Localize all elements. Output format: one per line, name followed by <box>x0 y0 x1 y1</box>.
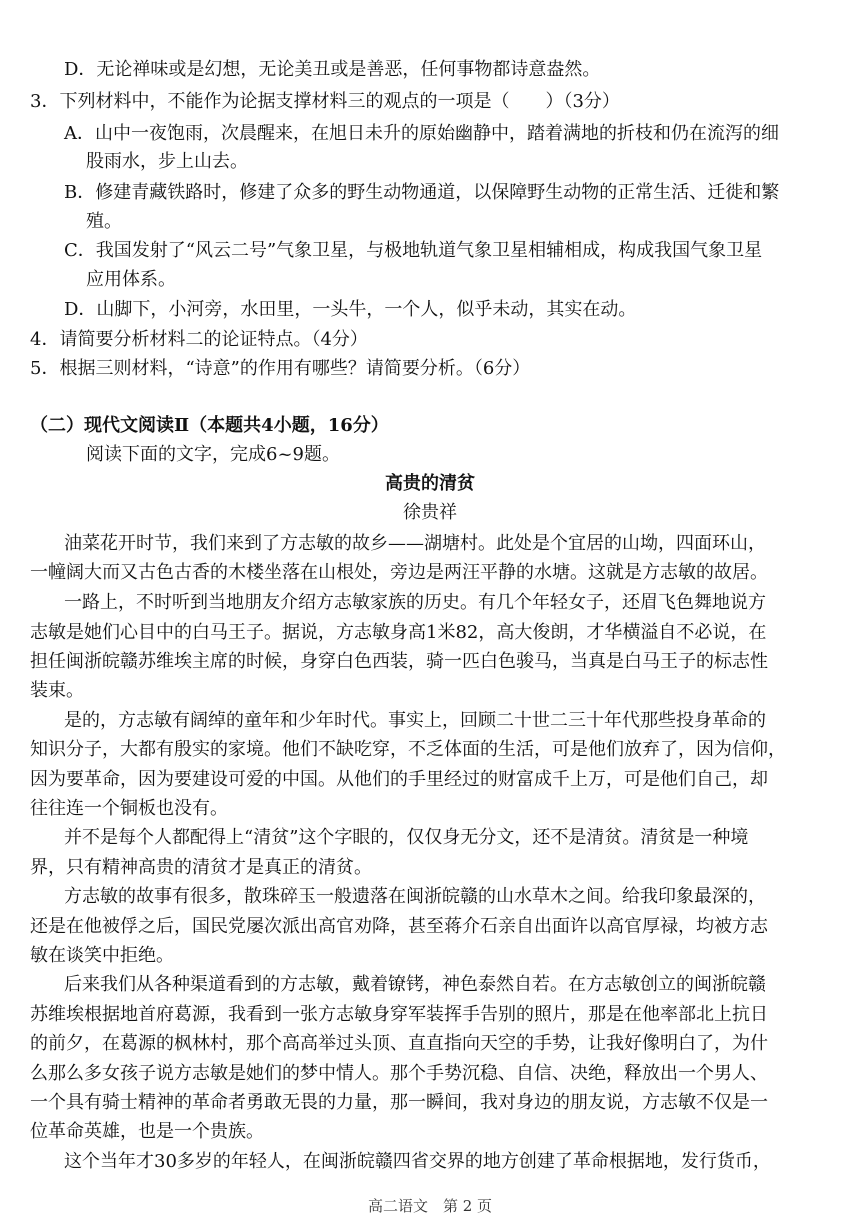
passage-line: 后来我们从各种渠道看到的方志敏，戴着镣铐，神色泰然自若。在方志敏创立的闽浙皖赣 <box>64 974 766 995</box>
passage-line: 因为要革命，因为要建设可爱的中国。从他们的手里经过的财富成千上万，可是他们自己，却 <box>30 769 768 790</box>
passage-line: 还是在他被俘之后，国民党屡次派出高官劝降，甚至蒋介石亲自出面许以高官厚禄，均被方志 <box>30 916 768 937</box>
passage-line: 么那么多女孩子说方志敏是她们的梦中情人。那个手势沉稳、自信、决绝，释放出一个男人、 <box>30 1063 768 1084</box>
passage-line: 担任闽浙皖赣苏维埃主席的时候，身穿白色西装，骑一匹白色骏马，当真是白马王子的标志性 <box>30 651 768 672</box>
passage-line: 这个当年才30多岁的年轻人，在闽浙皖赣四省交界的地方创建了革命根据地，发行货币， <box>64 1151 771 1172</box>
passage-line: 界，只有精神高贵的清贫才是真正的清贫。 <box>30 857 372 878</box>
passage-line: 油菜花开时节，我们来到了方志敏的故乡——湖塘村。此处是个宜居的山坳，四面环山， <box>64 533 766 554</box>
passage-author: 徐贵祥 <box>403 502 457 523</box>
passage-title: 高贵的清贫 <box>385 473 475 494</box>
passage-line: 是的，方志敏有阔绰的童年和少年时代。事实上，回顾二十世二三十年代那些投身革命的 <box>64 710 766 731</box>
passage-line: 方志敏的故事有很多，散珠碎玉一般遗落在闽浙皖赣的山水草木之间。给我印象最深的， <box>64 886 766 907</box>
passage-line: 一幢阔大而又古色古香的木楼坐落在山根处，旁边是两汪平静的水塘。这就是方志敏的故居。 <box>30 562 768 583</box>
q3-option-a-line2: 股雨水，步上山去。 <box>86 151 248 172</box>
passage-line: 的前夕，在葛源的枫林村，那个高高举过头顶、直直指向天空的手势，让我好像明白了，为什 <box>30 1033 768 1054</box>
q3-option-d: D．山脚下，小河旁，水田里，一头牛，一个人，似乎未动，其实在动。 <box>64 299 637 320</box>
q3-stem: 3．下列材料中，不能作为论据支撑材料三的观点的一项是（ ）（3分） <box>30 91 620 112</box>
q3-option-c-line2: 应用体系。 <box>86 269 176 290</box>
passage-line: 一个具有骑士精神的革命者勇敢无畏的力量，那一瞬间，我对身边的朋友说，方志敏不仅是一 <box>30 1092 768 1113</box>
passage-line: 苏维埃根据地首府葛源，我看到一张方志敏身穿军装挥手告别的照片，那是在他率部北上抗日 <box>30 1004 768 1025</box>
page-footer: 高二语文 第 2 页 <box>367 1197 493 1215</box>
q4: 4．请简要分析材料二的论证特点。（4分） <box>30 329 368 350</box>
q3-option-b-line1: B．修建青藏铁路时，修建了众多的野生动物通道，以保障野生动物的正常生活、迁徙和繁 <box>64 182 780 203</box>
q3-option-a-line1: A．山中一夜饱雨，次晨醒来，在旭日未升的原始幽静中，踏着满地的折枝和仍在流泻的细 <box>64 123 779 144</box>
q3-option-c-line1: C．我国发射了“风云二号”气象卫星，与极地轨道气象卫星相辅相成，构成我国气象卫星 <box>64 240 763 261</box>
passage-line: 装束。 <box>30 680 84 701</box>
passage-line: 志敏是她们心目中的白马王子。据说，方志敏身高1米82，高大俊朗，才华横溢自不必说，在 <box>30 622 767 643</box>
passage-line: 敏在谈笑中拒绝。 <box>30 945 174 966</box>
section2-instruction: 阅读下面的文字，完成6~9题。 <box>86 444 340 465</box>
passage-line: 并不是每个人都配得上“清贫”这个字眼的，仅仅身无分文，还不是清贫。清贫是一种境 <box>64 827 749 848</box>
q5: 5．根据三则材料，“诗意”的作用有哪些？请简要分析。（6分） <box>30 358 531 379</box>
passage-line: 知识分子，大都有殷实的家境。他们不缺吃穿，不乏体面的生活，可是他们放弃了，因为信仰， <box>30 739 786 760</box>
passage-line: 位革命英雄，也是一个贵族。 <box>30 1121 264 1142</box>
passage-line: 一路上，不时听到当地朋友介绍方志敏家族的历史。有几个年轻女子，还眉飞色舞地说方 <box>64 592 766 613</box>
q3-option-b-line2: 殖。 <box>86 211 122 232</box>
passage-line: 往往连一个铜板也没有。 <box>30 798 228 819</box>
section2-heading: （二）现代文阅读Ⅱ（本题共4小题，16分） <box>30 415 389 436</box>
q2-option-d: D．无论禅味或是幻想，无论美丑或是善恶，任何事物都诗意盎然。 <box>64 59 601 80</box>
